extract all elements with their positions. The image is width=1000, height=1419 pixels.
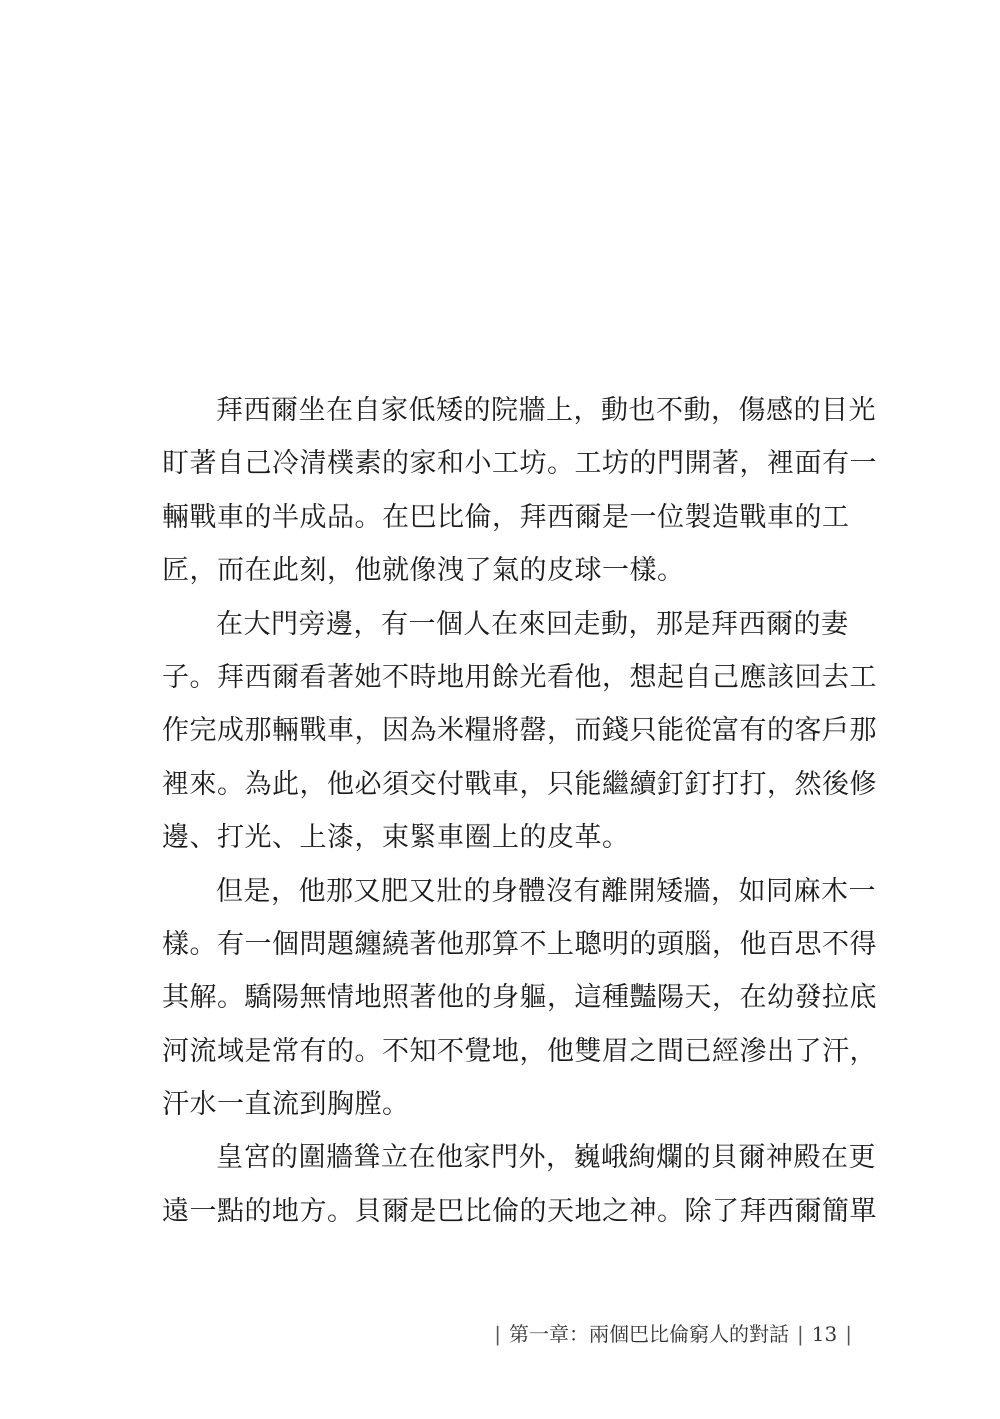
text-line: 邊、打光、上漆，束緊車圈上的皮革。 [162,822,630,854]
text-line: 河流域是常有的。不知不覺地，他雙眉之間已經滲出了汗， [162,1035,877,1067]
text-line: 遠一點的地方。貝爾是巴比倫的天地之神。除了拜西爾簡單 [162,1195,877,1227]
body-text [162,384,877,1238]
text-line: 但是，他那又肥又壯的身體沒有離開矮牆，如同麻木一 [216,875,876,907]
text-line: 拜西爾坐在自家低矮的院牆上，動也不動，傷感的目光 [216,395,876,426]
page-number: 13 [811,1322,838,1346]
text-line: 作完成那輛戰車，因為米糧將罄，而錢只能從富有的客戶那 [162,715,877,747]
running-footer [486,1320,860,1348]
text-line: 盯著自己冷清樸素的家和小工坊。工坊的門開著，裡面有一 [162,448,877,480]
text-line: 匠，而在此刻，他就像洩了氣的皮球一樣。 [162,555,685,587]
text-line: 其解。驕陽無情地照著他的身軀，這種豔陽天，在幼發拉底 [162,982,877,1014]
text-line: 皇宮的圍牆聳立在他家門外，巍峨絢爛的貝爾神殿在更 [216,1142,876,1174]
footer-separator-left: | [494,1322,502,1346]
text-line: 汗水一直流到胸膛。 [162,1089,410,1121]
text-line: 樣。有一個問題纏繞著他那算不上聰明的頭腦，他百思不得 [162,928,877,960]
text-line: 子。拜西爾看著她不時地用餘光看他，想起自己應該回去工 [162,661,877,693]
footer-separator-right: | [845,1322,852,1346]
text-line: 在大門旁邊，有一個人在來回走動，那是拜西爾的妻 [216,608,849,640]
chapter-title: 第一章：兩個巴比倫窮人的對話 [509,1322,790,1346]
footer-separator-middle: | [797,1322,804,1346]
text-line: 輛戰車的半成品。在巴比倫，拜西爾是一位製造戰車的工 [162,501,850,533]
text-line: 裡來。為此，他必須交付戰車，只能繼續釘釘打打，然後修 [162,768,877,800]
